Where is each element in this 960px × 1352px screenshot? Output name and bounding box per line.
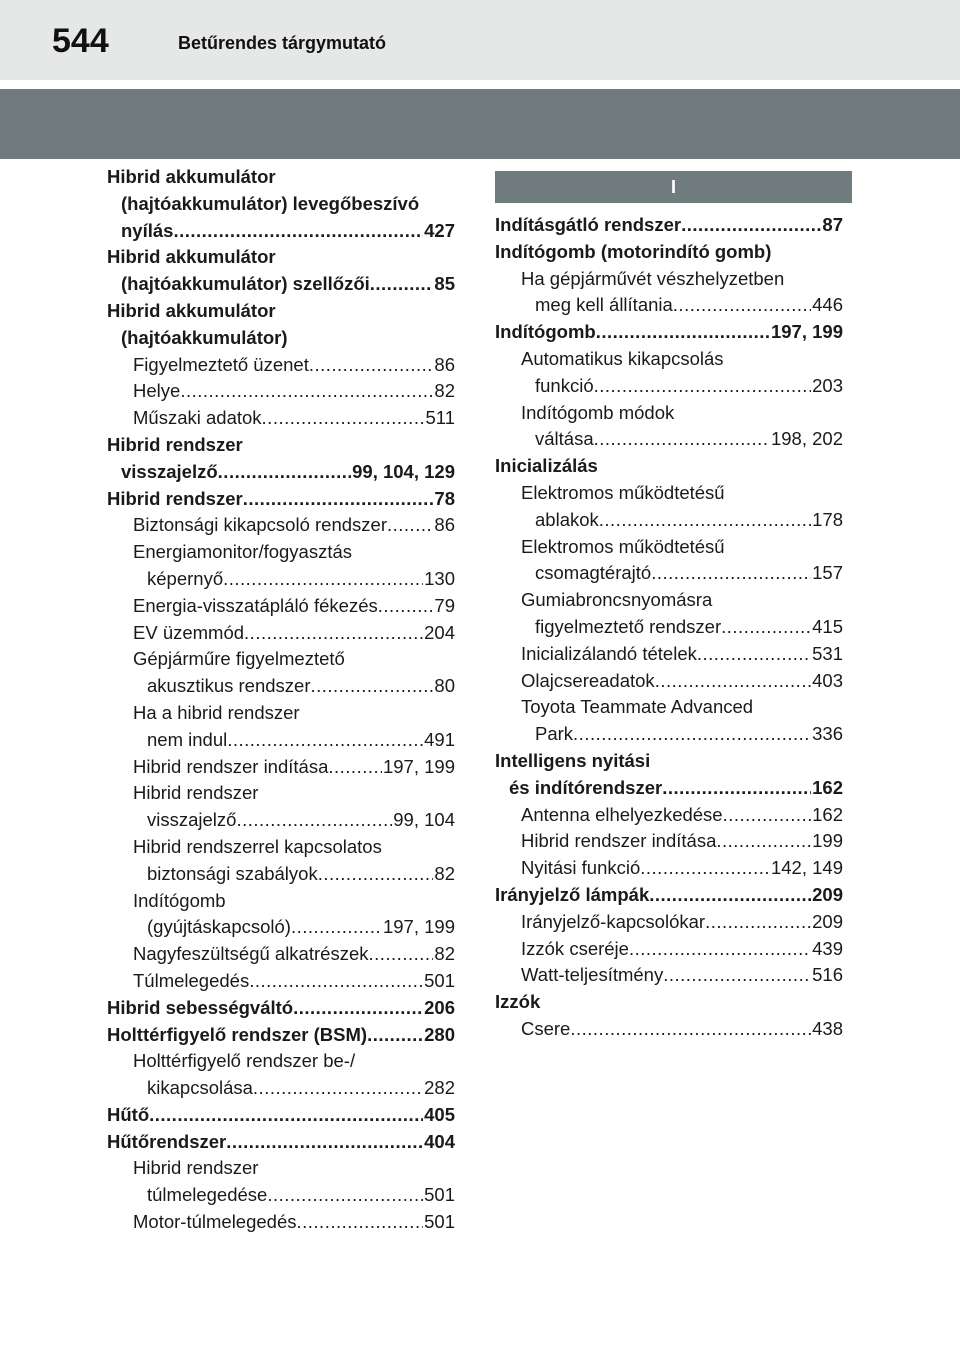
index-entry-page: 206	[424, 996, 455, 1018]
index-entry-page: 197, 199	[770, 321, 843, 343]
index-entry-text: visszajelző	[121, 460, 218, 482]
index-entry-page: 501	[424, 1211, 455, 1233]
dot-leader	[368, 941, 433, 968]
index-entry-page: 415	[812, 615, 843, 637]
index-entry	[107, 807, 455, 834]
index-entry-page: 491	[424, 728, 455, 750]
index-entry-page: 99, 104, 129	[352, 460, 455, 482]
index-entry-text: Holttérfigyelő rendszer be-/	[133, 1050, 356, 1072]
index-entry-page: 336	[812, 723, 843, 745]
dot-leader	[173, 218, 423, 245]
index-entry-page: 157	[812, 562, 843, 584]
index-entry-text: (hajtóakkumulátor) szellőzői	[121, 273, 370, 295]
index-entry	[495, 614, 843, 641]
index-entry	[107, 620, 455, 647]
index-entry-page: 280	[424, 1023, 455, 1045]
dot-leader	[293, 995, 423, 1022]
index-entry	[107, 1048, 455, 1075]
index-entry	[107, 968, 455, 995]
dot-leader	[640, 855, 770, 882]
index-entry-text: Hibrid rendszerrel kapcsolatos	[133, 835, 382, 857]
index-entry-page: 78	[434, 487, 455, 509]
dot-leader	[596, 319, 770, 346]
dot-leader	[149, 1102, 423, 1129]
index-entry	[107, 754, 455, 781]
index-entry-text: (hajtóakkumulátor)	[121, 326, 288, 348]
index-entry-page: 80	[434, 675, 455, 697]
index-entry	[107, 1022, 455, 1049]
index-entries-right	[495, 212, 843, 1043]
index-entry-page: 439	[812, 937, 843, 959]
dot-leader	[180, 378, 433, 405]
dot-leader	[309, 352, 434, 379]
index-entry-text: Izzók	[495, 991, 541, 1013]
dot-leader	[291, 914, 382, 941]
index-entry-text: Toyota Teammate Advanced	[521, 696, 754, 718]
index-entry	[495, 373, 843, 400]
index-entry	[495, 507, 843, 534]
index-entry-page: 204	[424, 621, 455, 643]
index-entry-text: Motor-túlmelegedés	[133, 1211, 297, 1233]
index-entry-text: Helye	[133, 380, 181, 402]
index-entry-page: 99, 104	[393, 809, 455, 831]
index-entry	[495, 1016, 843, 1043]
index-entry-text: nem indul	[147, 728, 228, 750]
index-entry-text: funkció	[535, 374, 594, 396]
index-entry-text: Hibrid sebességváltó	[107, 996, 294, 1018]
index-entry-page: 405	[424, 1103, 455, 1125]
dot-leader	[253, 1075, 423, 1102]
index-entry-page: 86	[434, 514, 455, 536]
index-column-left	[107, 164, 455, 1236]
index-entry-text: Hibrid rendszer	[133, 1157, 259, 1179]
index-entry-text: Indítógomb	[495, 321, 596, 343]
dot-leader	[218, 459, 351, 486]
dot-leader	[629, 936, 811, 963]
header-band	[0, 89, 960, 159]
index-entry-text: Inicializálandó tételek	[521, 642, 697, 664]
index-entry	[107, 432, 455, 459]
dot-leader	[370, 271, 434, 298]
index-entry-text: Nyitási funkció	[521, 857, 641, 879]
index-entry-text: Biztonsági kikapcsoló rendszer	[133, 514, 387, 536]
index-entry	[107, 512, 455, 539]
index-entry-text: Hibrid akkumulátor	[107, 299, 276, 321]
index-entry	[107, 298, 455, 325]
dot-leader	[594, 373, 812, 400]
index-entry	[495, 775, 843, 802]
index-entry	[495, 319, 843, 346]
index-entry-text: Elektromos működtetésű	[521, 535, 725, 557]
dot-leader	[244, 620, 423, 647]
index-entry	[107, 888, 455, 915]
dot-leader	[649, 882, 811, 909]
index-entry-page: 86	[434, 353, 455, 375]
index-entry-text: nyílás	[121, 219, 174, 241]
index-entry-page: 501	[424, 1184, 455, 1206]
index-entry-text: képernyő	[147, 567, 224, 589]
index-entry-page: 516	[812, 964, 843, 986]
index-entry-text: Ha gépjárművét vészhelyzetben	[521, 267, 785, 289]
index-entry	[495, 828, 843, 855]
index-entry-text: Antenna elhelyezkedése	[521, 803, 723, 825]
index-entry-text: figyelmeztető rendszer	[535, 615, 722, 637]
index-entry	[107, 1129, 455, 1156]
index-entry	[107, 646, 455, 673]
index-entry-text: meg kell állítania	[535, 294, 673, 316]
index-entry-text: Elektromos működtetésű	[521, 481, 725, 503]
index-entry	[495, 346, 843, 373]
index-entry-text: Gépjárműre figyelmeztető	[133, 648, 345, 670]
dot-leader	[716, 828, 811, 855]
index-entry-text: Figyelmeztető üzenet	[133, 353, 309, 375]
dot-leader	[226, 1129, 423, 1156]
index-entry-text: Watt-teljesítmény	[521, 964, 664, 986]
index-entry-page: 501	[424, 969, 455, 991]
header-bar	[0, 0, 960, 80]
index-entry-text: Hibrid rendszer	[133, 782, 259, 804]
index-entry-text: túlmelegedése	[147, 1184, 268, 1206]
index-entry-text: Hibrid rendszer indítása	[133, 755, 329, 777]
index-entry	[107, 673, 455, 700]
index-entry	[107, 700, 455, 727]
index-entry	[495, 962, 843, 989]
page-number: 544	[52, 22, 109, 60]
index-entry	[107, 1155, 455, 1182]
index-entry	[495, 909, 843, 936]
index-entry-page: 197, 199	[382, 916, 455, 938]
index-entry-text: Hibrid akkumulátor	[107, 166, 276, 187]
index-entry-text: Indítógomb módok	[521, 401, 675, 423]
index-entry	[107, 405, 455, 432]
index-entry-text: váltása	[535, 428, 594, 450]
index-entry	[107, 1102, 455, 1129]
index-entry-page: 209	[812, 883, 843, 905]
index-entry-page: 142, 149	[770, 857, 843, 879]
index-entry	[107, 378, 455, 405]
dot-leader	[655, 668, 811, 695]
page-title: Betűrendes tárgymutató	[178, 33, 387, 53]
index-entry	[495, 721, 843, 748]
dot-leader	[387, 512, 433, 539]
index-entry	[495, 480, 843, 507]
index-entry	[495, 560, 843, 587]
index-entry-page: 85	[434, 273, 455, 295]
index-entry	[107, 459, 455, 486]
index-entry-page: 511	[425, 407, 455, 429]
index-entry-page: 203	[812, 374, 843, 396]
dot-leader	[249, 968, 423, 995]
dot-leader	[223, 566, 423, 593]
dot-leader	[243, 486, 434, 513]
index-entry	[495, 534, 843, 561]
dot-leader	[594, 426, 770, 453]
index-entry-page: 82	[434, 943, 455, 965]
index-entry-text: EV üzemmód	[133, 621, 245, 643]
index-entry-text: Energiamonitor/fogyasztás	[133, 541, 353, 563]
index-entry-page: 404	[424, 1130, 455, 1152]
index-entry-text: Indítógomb (motorindító gomb)	[495, 240, 772, 262]
index-entry-text: Intelligens nyitási	[495, 749, 651, 771]
index-entry	[107, 218, 455, 245]
index-entry-text: csomagtérajtó	[535, 562, 652, 584]
index-entry-page: 438	[812, 1017, 843, 1039]
index-entry-text: Irányjelző-kapcsolókar	[521, 910, 706, 932]
index-entry	[495, 802, 843, 829]
index-entry	[495, 587, 843, 614]
index-entry-text: Hibrid rendszer indítása	[521, 830, 717, 852]
index-entry	[107, 164, 455, 191]
index-entry-text: Túlmelegedés	[133, 969, 250, 991]
dot-leader	[310, 673, 433, 700]
index-entry-text: Ha a hibrid rendszer	[133, 701, 300, 723]
index-entry	[107, 325, 455, 352]
index-entry-page: 209	[812, 910, 843, 932]
index-entry-page: 403	[812, 669, 843, 691]
index-entry-text: Hűtőrendszer	[107, 1130, 227, 1152]
index-entry-text: Indítógomb	[133, 889, 226, 911]
index-entry-text: Park	[535, 723, 574, 745]
index-entry-text: (hajtóakkumulátor) levegőbeszívó	[121, 192, 420, 214]
letter-section-header: I	[495, 171, 852, 203]
dot-leader	[721, 614, 811, 641]
dot-leader	[570, 1016, 811, 1043]
index-entry-page: 130	[424, 567, 455, 589]
dot-leader	[705, 909, 811, 936]
index-entry-page: 197, 199	[382, 755, 455, 777]
index-entry-text: Energia-visszatápláló fékezés	[133, 594, 378, 616]
dot-leader	[267, 1182, 423, 1209]
index-entry-text: Nagyfeszültségű alkatrészek	[133, 943, 369, 965]
dot-leader	[673, 292, 811, 319]
index-entry	[495, 292, 843, 319]
index-entry	[107, 1209, 455, 1236]
index-entry-page: 446	[812, 294, 843, 316]
index-entry	[107, 191, 455, 218]
index-entry	[107, 593, 455, 620]
index-entry-text: Irányjelző lámpák	[495, 883, 650, 905]
index-entry-page: 82	[434, 862, 455, 884]
index-entry	[107, 941, 455, 968]
index-entry	[495, 400, 843, 427]
dot-leader	[573, 721, 811, 748]
index-entry-text: (gyújtáskapcsoló)	[147, 916, 291, 938]
index-entry	[495, 855, 843, 882]
index-entry-page: 162	[812, 776, 843, 798]
index-entry-page: 178	[812, 508, 843, 530]
index-entry-text: Hibrid rendszer	[107, 433, 243, 455]
index-entry-page: 162	[812, 803, 843, 825]
index-entry	[495, 882, 843, 909]
index-entry-text: Hűtő	[107, 1103, 150, 1125]
index-entry	[107, 271, 455, 298]
index-entry	[495, 426, 843, 453]
dot-leader	[378, 593, 434, 620]
index-entry-text: Inicializálás	[495, 455, 598, 477]
dot-leader	[318, 861, 434, 888]
index-entry	[495, 266, 843, 293]
index-entry	[495, 668, 843, 695]
dot-leader	[599, 507, 811, 534]
dot-leader	[328, 754, 382, 781]
index-entry-page: 427	[424, 219, 455, 241]
index-entry	[495, 239, 843, 266]
index-entry	[107, 861, 455, 888]
index-entry	[495, 453, 843, 480]
dot-leader	[662, 775, 811, 802]
index-entry-text: Műszaki adatok	[133, 407, 262, 429]
index-entry	[107, 727, 455, 754]
index-entry	[107, 352, 455, 379]
index-entry	[107, 244, 455, 271]
index-entry	[107, 1182, 455, 1209]
dot-leader	[367, 1022, 423, 1049]
index-entry-text: kikapcsolása	[147, 1077, 253, 1099]
index-entry-text: Hibrid akkumulátor	[107, 246, 276, 268]
dot-leader	[297, 1209, 424, 1236]
index-column-right	[495, 164, 843, 1043]
dot-leader	[262, 405, 425, 432]
index-entry-text: Csere	[521, 1017, 571, 1039]
index-entry-page: 199	[812, 830, 843, 852]
index-entry-text: Olajcsereadatok	[521, 669, 655, 691]
index-entry-text: akusztikus rendszer	[147, 675, 311, 697]
index-entry	[495, 212, 843, 239]
index-entry-page: 82	[434, 380, 455, 402]
index-entry-page: 282	[424, 1077, 455, 1099]
index-entry-text: Gumiabroncsnyomásra	[521, 589, 713, 611]
dot-leader	[236, 807, 392, 834]
index-entry-text: Automatikus kikapcsolás	[521, 347, 724, 369]
index-entry	[495, 936, 843, 963]
index-entry-page: 79	[434, 594, 455, 616]
index-entry	[107, 780, 455, 807]
index-entry	[107, 914, 455, 941]
dot-leader	[663, 962, 811, 989]
index-entry-page: 531	[812, 642, 843, 664]
dot-leader	[681, 212, 821, 239]
index-entry	[495, 694, 843, 721]
index-entry-text: ablakok	[535, 508, 599, 530]
dot-leader	[651, 560, 811, 587]
index-entry-page: 87	[822, 214, 843, 235]
dot-leader	[227, 727, 423, 754]
index-entry-text: visszajelző	[147, 809, 237, 831]
index-entry	[107, 995, 455, 1022]
index-entry-text: Hibrid rendszer	[107, 487, 243, 509]
index-entry-text: biztonsági szabályok	[147, 862, 318, 884]
index-entry	[495, 748, 843, 775]
dot-leader	[723, 802, 812, 829]
index-entry	[107, 834, 455, 861]
index-entry	[107, 566, 455, 593]
index-entry-text: Holttérfigyelő rendszer (BSM)	[107, 1023, 368, 1045]
index-entry	[495, 641, 843, 668]
index-entry-page: 198, 202	[770, 428, 843, 450]
index-entry	[495, 989, 843, 1016]
index-entry-text: Izzók cseréje	[521, 937, 629, 959]
index-entry	[107, 539, 455, 566]
index-entry-text: Indításgátló rendszer	[495, 214, 682, 235]
index-entry-text: és indítórendszer	[509, 776, 663, 798]
dot-leader	[697, 641, 811, 668]
index-entry	[107, 486, 455, 513]
index-entry	[107, 1075, 455, 1102]
